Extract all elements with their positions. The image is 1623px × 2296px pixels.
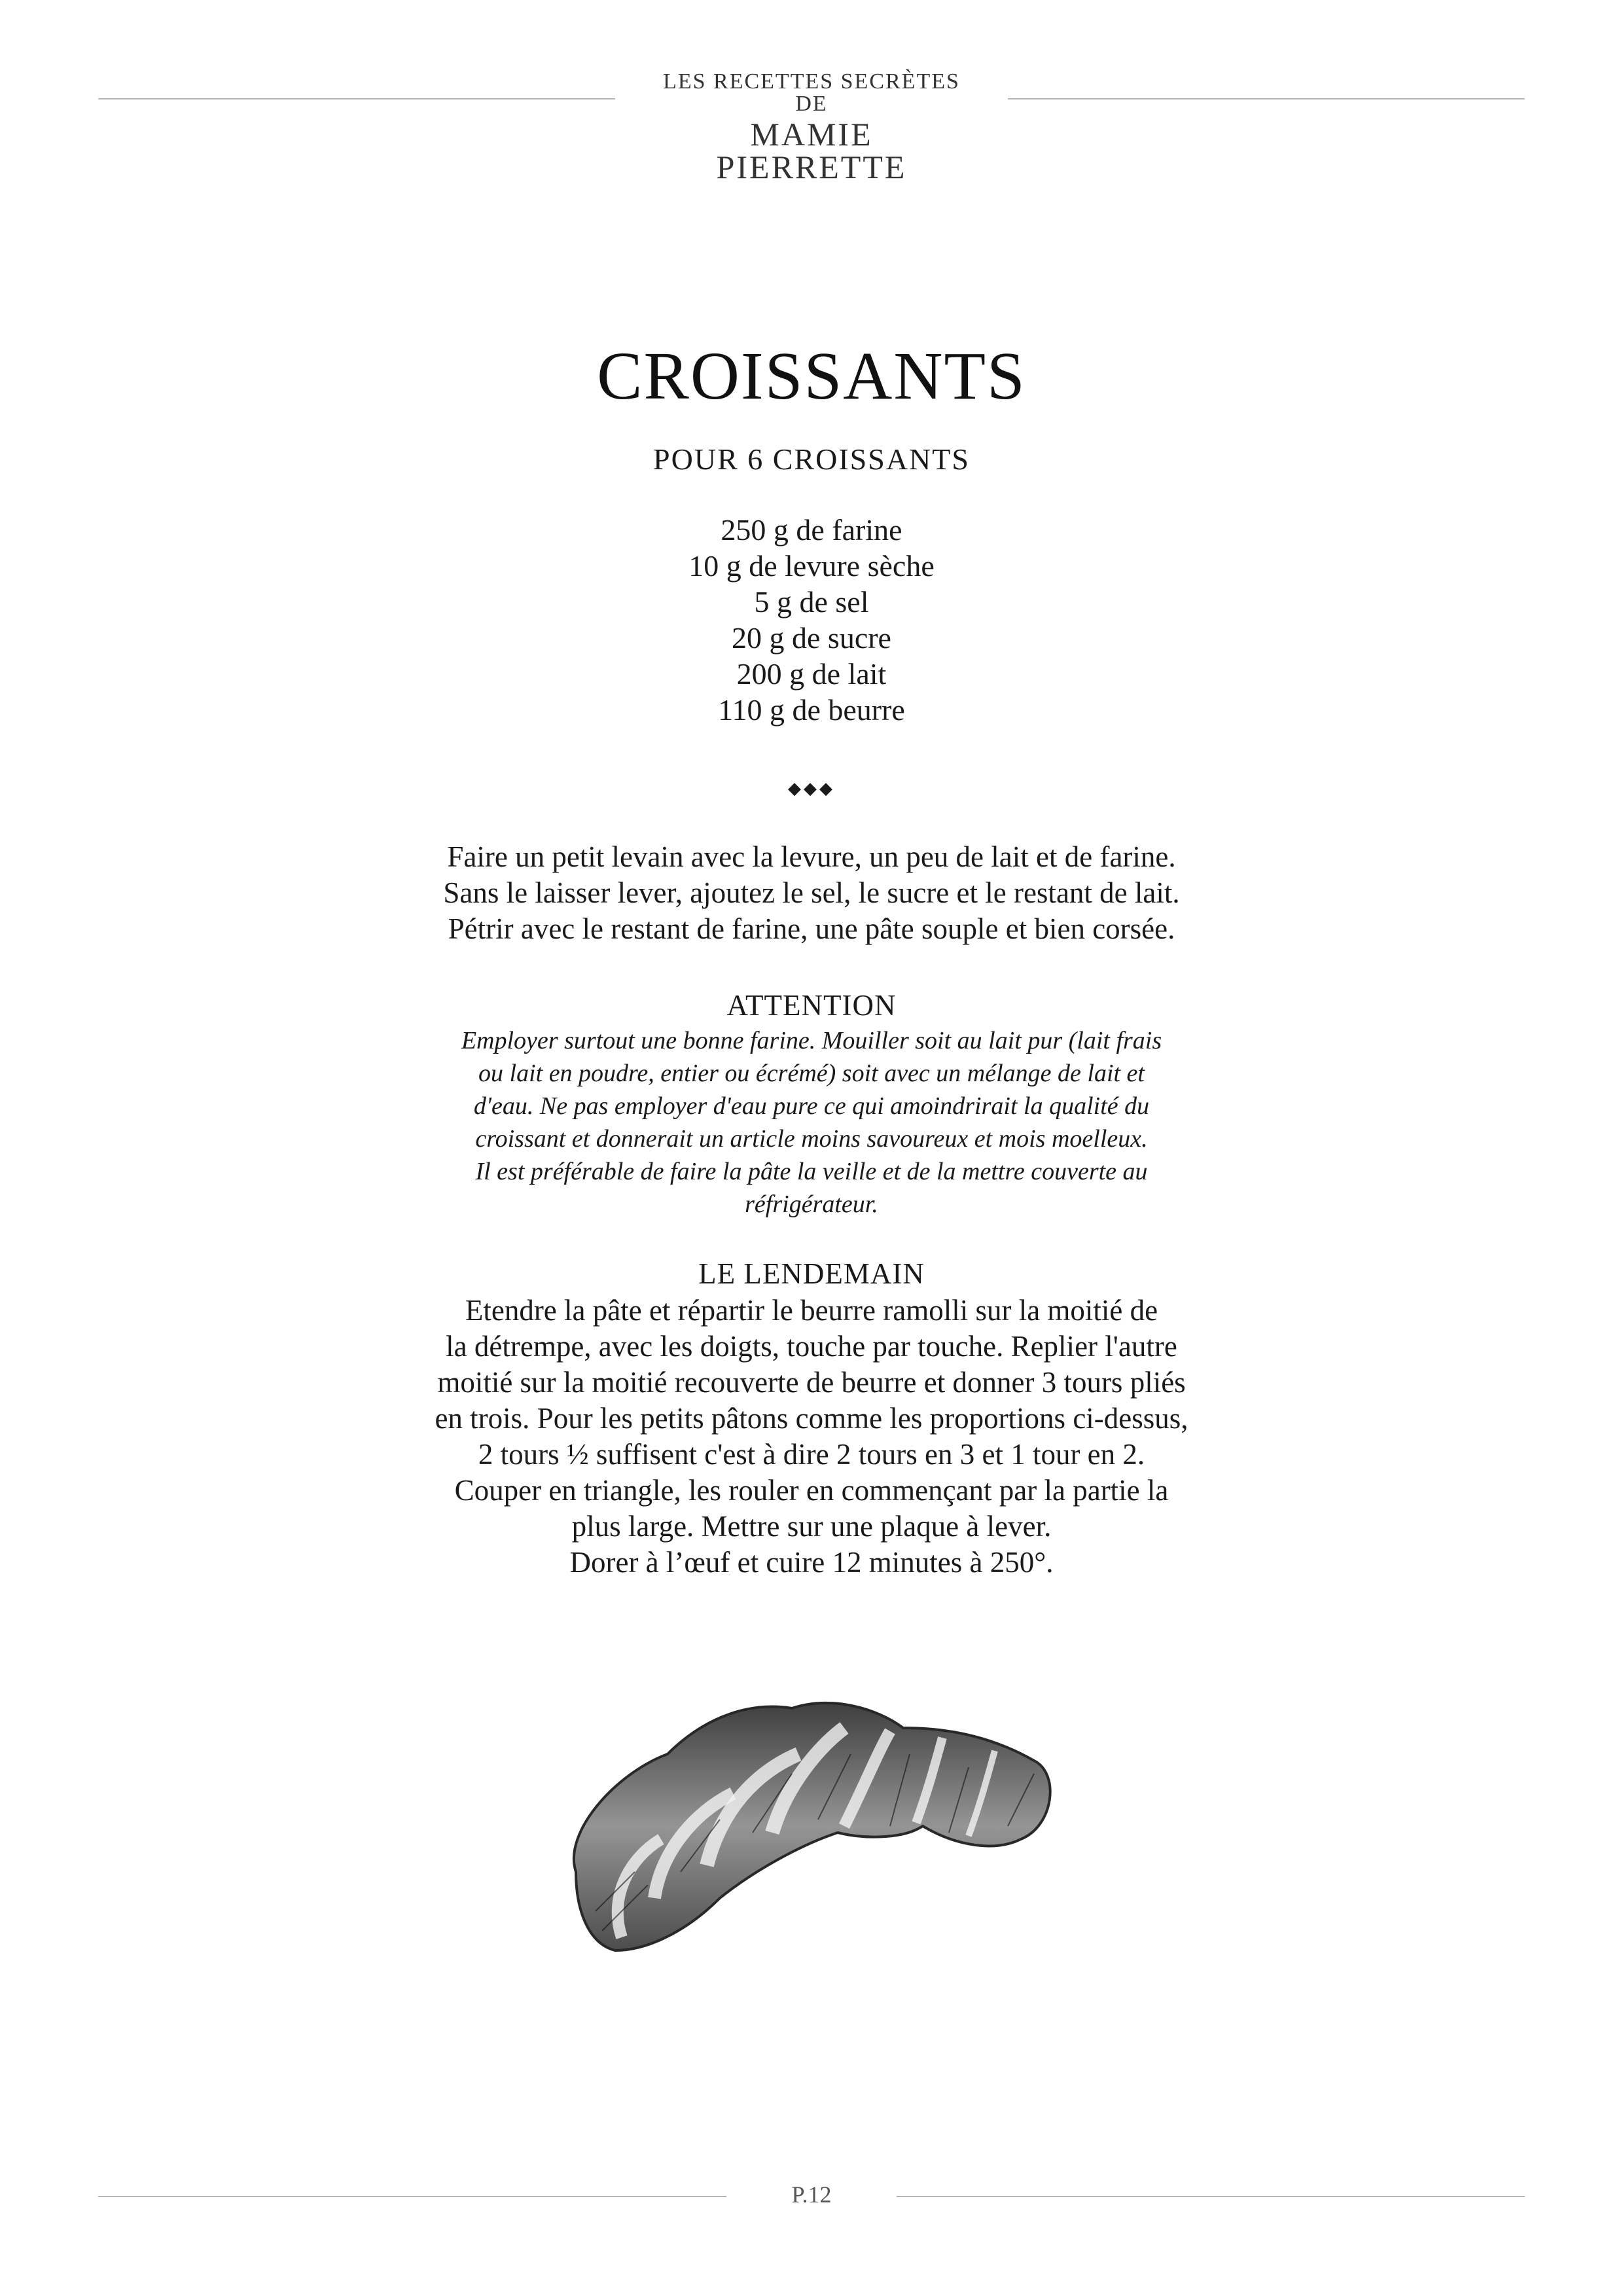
lendemain-line: plus large. Mettre sur une plaque à lever. <box>571 1510 1052 1543</box>
attention-paragraph <box>386 1024 1237 1221</box>
intro-line: Faire un petit levain avec la levure, un peu de lait et de farine. <box>447 840 1176 873</box>
footer-rule-right <box>897 2196 1525 2197</box>
lendemain-paragraph <box>366 1293 1257 1581</box>
recipe-title: CROISSANTS <box>597 338 1026 414</box>
attention-line: Employer surtout une bonne farine. Mouiller soit au lait pur (lait frais <box>461 1027 1162 1054</box>
lendemain-heading: LE LENDEMAIN <box>698 1257 925 1290</box>
attention-line: Il est préférable de faire la pâte la veille et de la mettre couverte au <box>475 1158 1148 1185</box>
intro-paragraph <box>366 839 1257 947</box>
intro-line: Sans le laisser lever, ajoutez le sel, le sucre et le restant de lait. <box>443 876 1180 909</box>
ingredient-item: 20 g de sucre <box>732 621 891 655</box>
header-rule-right <box>1008 98 1525 99</box>
diamond-ornament-icon: ◆◆◆ <box>788 779 835 798</box>
attention-line: d'eau. Ne pas employer d'eau pure ce qui amoindrirait la qualité du <box>473 1092 1150 1120</box>
attention-line: ou lait en poudre, entier ou écrémé) soit avec un mélange de lait et <box>478 1060 1145 1087</box>
lendemain-line: 2 tours ½ suffisent c'est à dire 2 tours en 3 et 1 tour en 2. <box>478 1438 1145 1471</box>
recipe-yield: POUR 6 CROISSANTS <box>653 442 970 476</box>
brand-logo <box>654 71 969 183</box>
lendemain-line: en trois. Pour les petits pâtons comme les proportions ci-dessus, <box>435 1402 1188 1435</box>
ingredient-item: 10 g de levure sèche <box>688 549 935 583</box>
lendemain-line: Dorer à l’œuf et cuire 12 minutes à 250°. <box>569 1546 1054 1579</box>
brand-line-1: LES RECETTES SECRÈTES DE <box>663 69 960 116</box>
brand-line-2: MAMIE PIERRETTE <box>716 116 907 185</box>
footer-rule-left <box>98 2196 726 2197</box>
intro-line: Pétrir avec le restant de farine, une pâte souple et bien corsée. <box>448 912 1175 945</box>
ingredient-item: 250 g de farine <box>721 513 902 547</box>
header-rule-left <box>98 98 615 99</box>
ingredient-item: 200 g de lait <box>736 657 887 691</box>
attention-line: croissant et donnerait un article moins savoureux et mois moelleux. <box>475 1125 1148 1153</box>
lendemain-line: Couper en triangle, les rouler en commençant par la partie la <box>454 1474 1169 1507</box>
ingredient-item: 5 g de sel <box>754 585 869 619</box>
lendemain-line: Etendre la pâte et répartir le beurre ramolli sur la moitié de <box>465 1294 1158 1327</box>
lendemain-line: la détrempe, avec les doigts, touche par touche. Replier l'autre <box>446 1330 1177 1363</box>
ingredient-item: 110 g de beurre <box>718 693 905 726</box>
ingredient-list <box>0 512 1623 728</box>
lendemain-line: moitié sur la moitié recouverte de beurre et donner 3 tours pliés <box>437 1366 1186 1399</box>
attention-line: réfrigérateur. <box>745 1191 878 1218</box>
attention-heading: ATTENTION <box>726 989 897 1022</box>
page-number: P.12 <box>791 2181 832 2208</box>
croissant-illustration <box>537 1676 1060 1977</box>
